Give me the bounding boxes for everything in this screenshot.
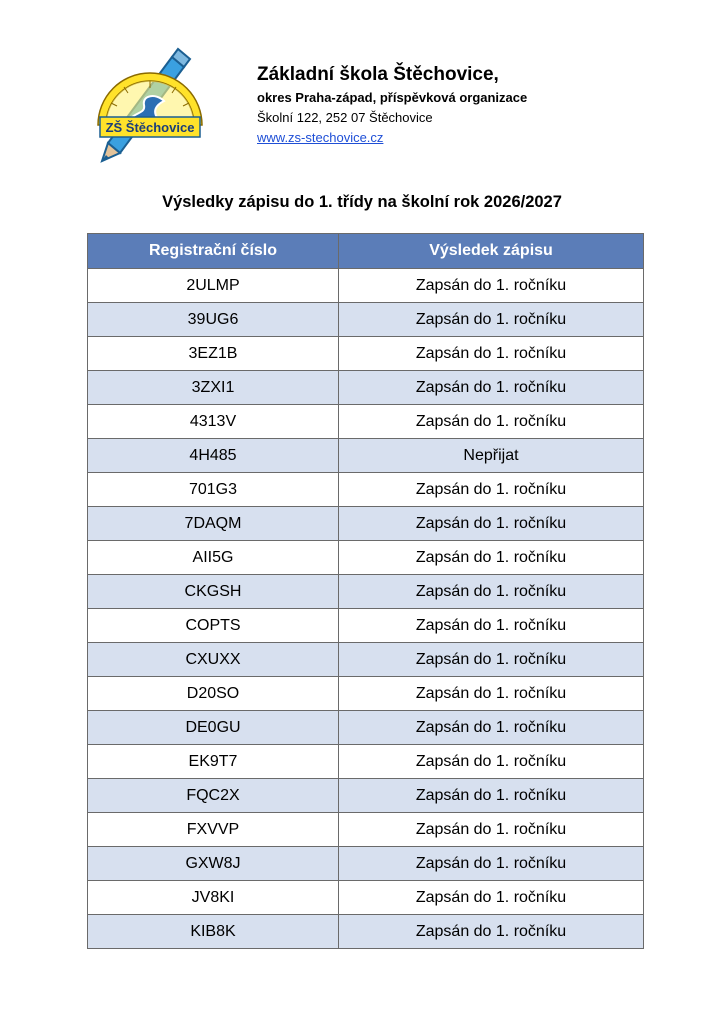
registration-code: KIB8K [88, 915, 339, 949]
table-row [88, 847, 644, 881]
result-cell: Zapsán do 1. ročníku [339, 575, 644, 609]
registration-code: 4H485 [88, 439, 339, 473]
school-name: Základní škola Štěchovice, [257, 64, 499, 85]
registration-code: 7DAQM [88, 507, 339, 541]
table-row [88, 371, 644, 405]
table-row [88, 745, 644, 779]
registration-code: 4313V [88, 405, 339, 439]
registration-code: COPTS [88, 609, 339, 643]
table-row [88, 915, 644, 949]
result-cell: Zapsán do 1. ročníku [339, 745, 644, 779]
result-cell: Zapsán do 1. ročníku [339, 677, 644, 711]
registration-code: GXW8J [88, 847, 339, 881]
result-cell: Zapsán do 1. ročníku [339, 337, 644, 371]
registration-code: JV8KI [88, 881, 339, 915]
results-table [87, 233, 644, 949]
result-cell: Nepřijat [339, 439, 644, 473]
table-row [88, 575, 644, 609]
registration-code: CXUXX [88, 643, 339, 677]
column-header-registration: Registrační číslo [88, 234, 339, 269]
table-row [88, 439, 644, 473]
document-title: Výsledky zápisu do 1. třídy na školní rok 2026/2027 [162, 193, 562, 211]
result-cell: Zapsán do 1. ročníku [339, 303, 644, 337]
table-row [88, 677, 644, 711]
school-address: Školní 122, 252 07 Štěchovice [257, 110, 433, 125]
registration-code: 39UG6 [88, 303, 339, 337]
result-cell: Zapsán do 1. ročníku [339, 813, 644, 847]
registration-code: D20SO [88, 677, 339, 711]
registration-code: AII5G [88, 541, 339, 575]
registration-code: DE0GU [88, 711, 339, 745]
result-cell: Zapsán do 1. ročníku [339, 779, 644, 813]
result-cell: Zapsán do 1. ročníku [339, 847, 644, 881]
logo-text: ZŠ Štěchovice [105, 120, 195, 135]
result-cell: Zapsán do 1. ročníku [339, 609, 644, 643]
table-row [88, 303, 644, 337]
result-cell: Zapsán do 1. ročníku [339, 507, 644, 541]
table-row [88, 405, 644, 439]
registration-code: EK9T7 [88, 745, 339, 779]
result-cell: Zapsán do 1. ročníku [339, 473, 644, 507]
result-cell: Zapsán do 1. ročníku [339, 881, 644, 915]
column-header-result: Výsledek zápisu [339, 234, 644, 269]
registration-code: 2ULMP [88, 269, 339, 303]
result-cell: Zapsán do 1. ročníku [339, 643, 644, 677]
table-header-row [88, 234, 644, 269]
registration-code: FXVVP [88, 813, 339, 847]
result-cell: Zapsán do 1. ročníku [339, 541, 644, 575]
table-row [88, 269, 644, 303]
registration-code: 3ZXI1 [88, 371, 339, 405]
table-row [88, 779, 644, 813]
table-row [88, 881, 644, 915]
registration-code: FQC2X [88, 779, 339, 813]
table-row [88, 711, 644, 745]
result-cell: Zapsán do 1. ročníku [339, 269, 644, 303]
result-cell: Zapsán do 1. ročníku [339, 371, 644, 405]
table-row [88, 337, 644, 371]
result-cell: Zapsán do 1. ročníku [339, 711, 644, 745]
table-row [88, 643, 644, 677]
school-subtitle: okres Praha-západ, příspěvková organizace [257, 90, 528, 105]
table-row [88, 507, 644, 541]
result-cell: Zapsán do 1. ročníku [339, 405, 644, 439]
registration-code: 701G3 [88, 473, 339, 507]
table-row [88, 473, 644, 507]
school-info [257, 62, 527, 148]
registration-code: CKGSH [88, 575, 339, 609]
table-row [88, 813, 644, 847]
result-cell: Zapsán do 1. ročníku [339, 915, 644, 949]
school-logo [86, 45, 210, 165]
table-row [88, 541, 644, 575]
registration-code: 3EZ1B [88, 337, 339, 371]
table-row [88, 609, 644, 643]
school-website-link[interactable]: www.zs-stechovice.cz [257, 130, 384, 145]
